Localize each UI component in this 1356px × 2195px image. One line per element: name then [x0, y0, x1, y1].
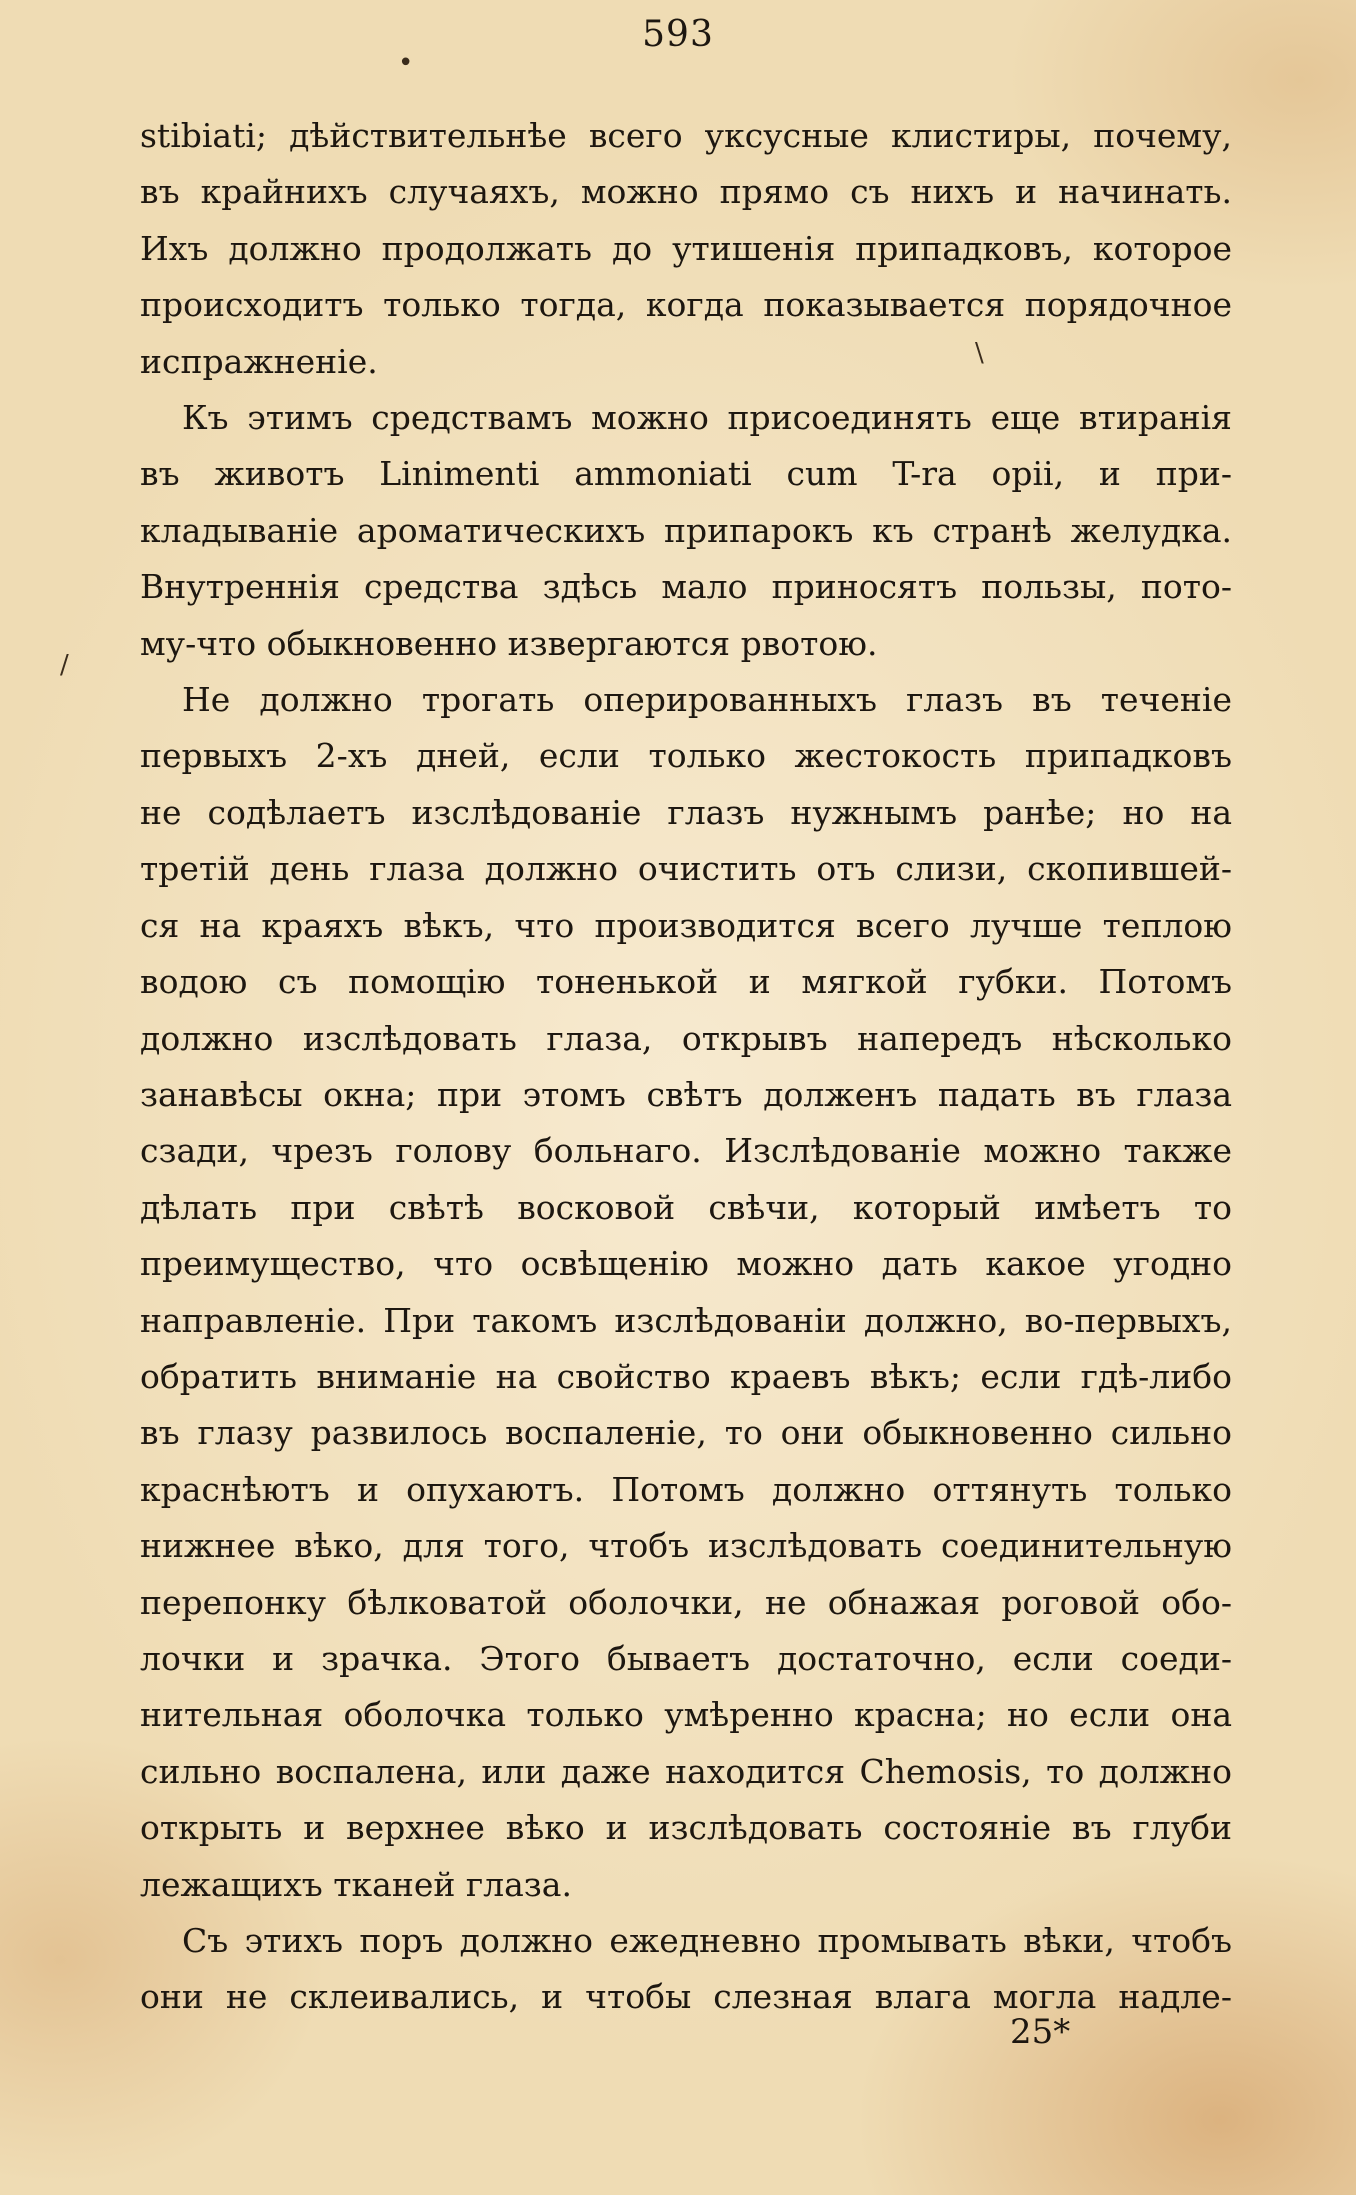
text-line: открыть и верхнее вѣко и изслѣдовать состояніе въ глуби — [140, 1808, 1232, 1848]
text-line: направленіе. При такомъ изслѣдованіи должно, во-первыхъ, — [140, 1300, 1232, 1340]
text-line: нительная оболочка только умѣренно красна; но если она — [140, 1695, 1232, 1735]
text-line: нижнее вѣко, для того, чтобъ изслѣдовать соединительную — [140, 1526, 1232, 1566]
text-line: въ животъ Linimenti ammoniati cum T-ra opii, и при- — [140, 454, 1232, 494]
text-line: въ глазу развилось воспаленіе, то они обыкновенно сильно — [140, 1413, 1232, 1453]
text-line: третій день глаза должно очистить отъ слизи, скопившей- — [140, 849, 1232, 889]
text-line: stibiati; дѣйствительнѣе всего уксусные клистиры, почему, — [140, 116, 1232, 155]
text-line: Къ этимъ средствамъ можно присоединять еще втиранія — [182, 398, 1232, 438]
text-line: испражненіе. — [140, 341, 378, 381]
text-line: преимущество, что освѣщенію можно дать какое угодно — [140, 1244, 1232, 1284]
page-number: 593 — [642, 14, 714, 55]
text-line: водою съ помощію тоненькой и мягкой губки. Потомъ — [140, 962, 1232, 1002]
text-line: Съ этихъ поръ должно ежедневно промывать вѣки, чтобъ — [182, 1921, 1232, 1960]
text-line: Ихъ должно продолжать до утишенія припадковъ, которое — [140, 228, 1232, 268]
text-line: му-что обыкновенно извергаются рвотою. — [140, 623, 878, 663]
text-line: первыхъ 2-хъ дней, если только жестокость припадковъ — [140, 736, 1232, 776]
text-line: лочки и зрачка. Этого бываетъ достаточно, если соеди- — [140, 1638, 1232, 1678]
text-line: въ крайнихъ случаяхъ, можно прямо съ нихъ и начинать. — [140, 172, 1232, 212]
ink-speck: • — [398, 48, 414, 78]
text-line: дѣлать при свѣтѣ восковой свѣчи, который имѣетъ то — [140, 1187, 1232, 1227]
text-line: Внутреннія средства здѣсь мало приносятъ пользы, пото- — [140, 567, 1232, 607]
text-line: занавѣсы окна; при этомъ свѣтъ долженъ падать въ глаза — [140, 1074, 1232, 1114]
text-line: лежащихъ тканей глаза. — [140, 1864, 572, 1904]
text-line: сзади, чрезъ голову больнаго. Изслѣдованіе можно также — [140, 1131, 1232, 1171]
text-line: должно изслѣдовать глаза, открывъ напередъ нѣсколько — [140, 1018, 1232, 1058]
text-line: перепонку бѣлковатой оболочки, не обнажая роговой обо- — [140, 1582, 1232, 1622]
signature-mark: 25* — [1010, 2012, 1071, 2052]
text-line: краснѣютъ и опухаютъ. Потомъ должно оттянуть только — [140, 1469, 1232, 1509]
body-text — [140, 108, 1232, 2026]
text-line: происходитъ только тогда, когда показывается порядочное — [140, 285, 1232, 325]
text-line: сильно воспалена, или даже находится Chemosis, то должно — [140, 1751, 1232, 1791]
ink-speck: \ — [975, 338, 984, 368]
text-line: ся на краяхъ вѣкъ, что производится всего лучше теплою — [140, 905, 1232, 945]
text-line: обратить вниманіе на свойство краевъ вѣкъ; если гдѣ-либо — [140, 1356, 1232, 1396]
text-line: не содѣлаетъ изслѣдованіе глазъ нужнымъ ранѣе; но на — [140, 792, 1232, 832]
text-line: Не должно трогать оперированныхъ глазъ въ теченіе — [182, 680, 1232, 720]
text-line: они не склеивались, и чтобы слезная влага могла надле- — [140, 1977, 1232, 2017]
text-line: кладываніе ароматическихъ припарокъ къ странѣ желудка. — [140, 510, 1232, 550]
ink-speck: / — [60, 650, 69, 680]
